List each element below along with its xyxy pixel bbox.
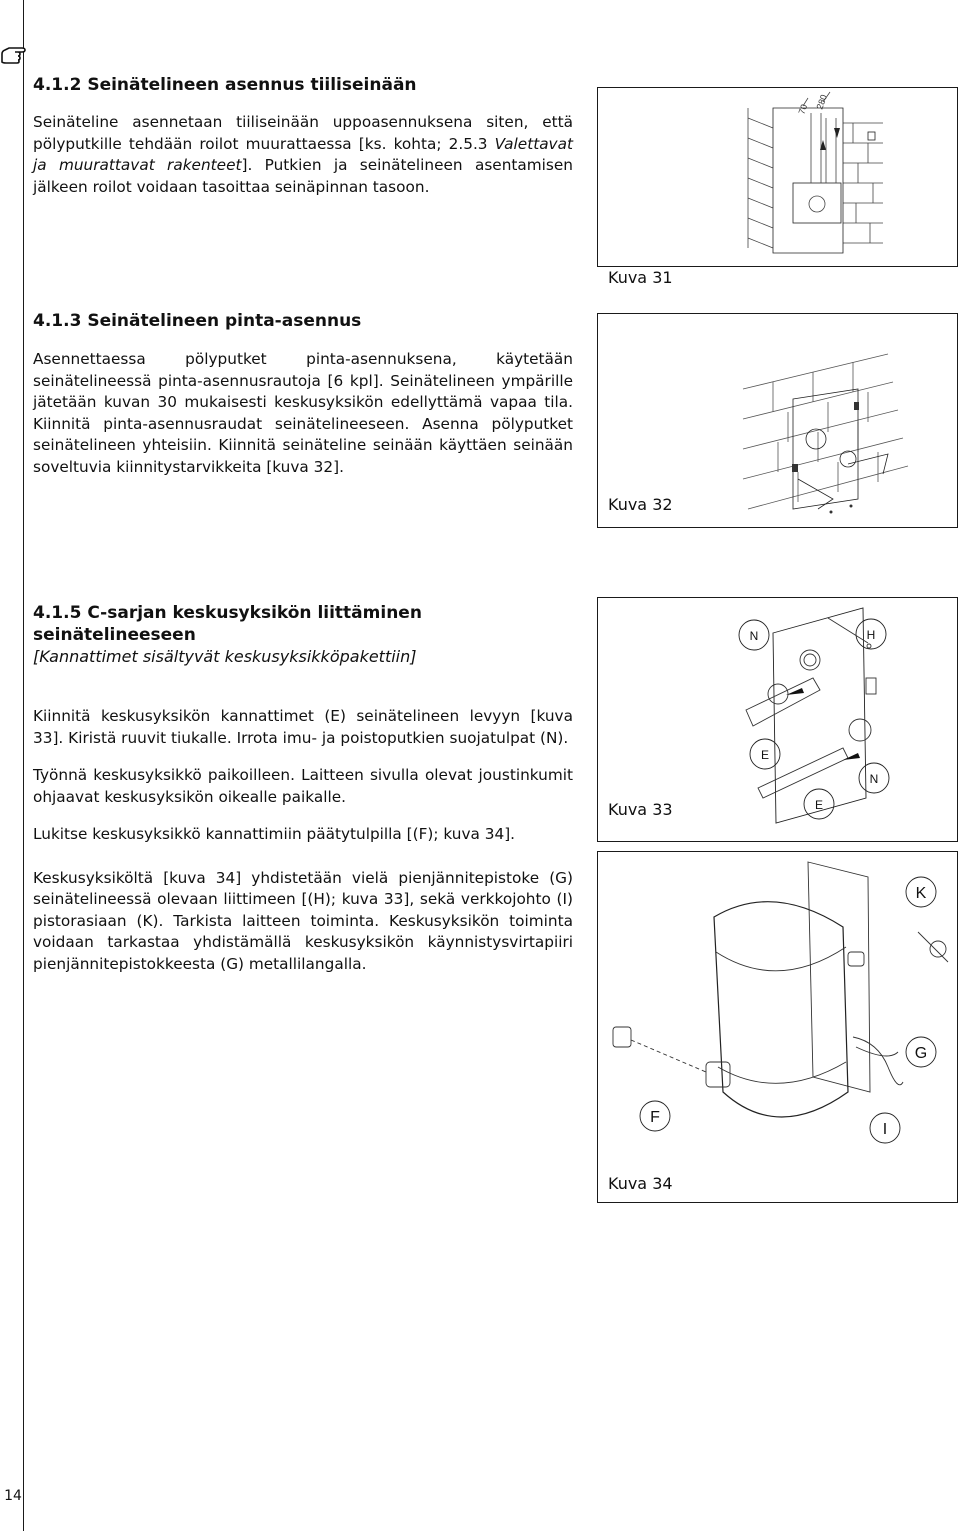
section-4-1-2: [33, 74, 573, 198]
figure-34-caption: Kuva 34: [608, 1174, 673, 1193]
section-subheading: [Kannattimet sisältyvät keskusyksikköpakettiin]: [33, 647, 417, 666]
figure-34-frame: [597, 851, 958, 1203]
section-heading: 4.1.2 Seinätelineen asennus tiiliseinään: [33, 75, 417, 95]
label-f: F: [650, 1109, 660, 1126]
section-paragraph: Asennettaessa pölyputket pinta-asennuksena, käytetään seinätelineessä pinta-asennusrautoja [6 kpl]. Seinätelineen ympärille jätetään kuvan 30 mukaisesti keskusyksikön edellyttämä vapaa tila. Kiinnitä pinta-asennusraudat seinätelineeseen. Asenna pölyputket seinätelineen yhteisiin. Kiinnitä seinäteline seinään käyttäen seinään soveltuvia kiinnitystarvikkeita [kuva 32].: [33, 350, 573, 476]
section-paragraph: Työnnä keskusyksikkö paikoilleen. Laitteen sivulla olevat joustinkumit ohjaavat keskusyksikön oikealle paikalle.: [33, 766, 573, 806]
label-n-lower: N: [869, 772, 879, 786]
label-n-upper: N: [749, 629, 759, 643]
pointing-hand-icon: [0, 42, 30, 66]
section-4-1-5: [33, 602, 573, 975]
figure-34-illustration: [598, 852, 956, 1201]
section-heading: 4.1.5 C-sarjan keskusyksikön liittäminen seinätelineeseen: [33, 603, 422, 645]
figure-32-caption: Kuva 32: [608, 495, 673, 514]
dimension-70: 70: [796, 102, 810, 116]
section-paragraph: Seinäteline asennetaan tiiliseinään uppoasennuksena siten, että pölyputkille tehdään roilot muurattaessa [ks. kohta; 2.5.3 Valettavat ja muurattavat rakenteet]. Putkien ja seinätelineen asentamisen jälkeen roilot voidaan tasoittaa seinäpinnan tasoon.: [33, 113, 573, 196]
page-number: 14: [4, 1488, 22, 1504]
section-paragraph: Keskusyksiköltä [kuva 34] yhdistetään vielä pienjännitepistoke (G) seinätelineessä olevaan liittimeen [(H); kuva 33], sekä verkkojohto (I) pistorasiaan (K). Tarkista laitteen toiminta. Keskusyksikön toiminta voidaan tarkastaa yhdistämällä keskusyksikön käynnistysvirtapiiri pienjännitepistokkeesta (G) metallilangalla.: [33, 868, 573, 973]
label-e-upper: E: [760, 748, 770, 762]
figure-31-caption: Kuva 31: [608, 268, 673, 287]
section-paragraph: Kiinnitä keskusyksikön kannattimet (E) seinätelineen levyyn [kuva 33]. Kiristä ruuvit tiukalle. Irrota imu- ja poistoputkien suojatulpat (N).: [33, 707, 573, 747]
label-k: K: [915, 885, 927, 902]
dimension-280: 280: [814, 93, 830, 111]
figure-31-illustration: [598, 88, 956, 265]
label-h: H: [866, 628, 876, 642]
label-i: I: [882, 1121, 888, 1138]
label-e-lower: E: [814, 798, 824, 812]
figure-33-caption: Kuva 33: [608, 800, 673, 819]
figure-31-frame: [597, 87, 958, 267]
label-g: G: [914, 1045, 928, 1062]
section-4-1-3: [33, 310, 573, 478]
section-heading: 4.1.3 Seinätelineen pinta-asennus: [33, 311, 362, 331]
section-paragraph: Lukitse keskusyksikkö kannattimiin päätytulpilla [(F); kuva 34].: [33, 825, 516, 843]
left-margin-bar: [0, 0, 24, 1531]
